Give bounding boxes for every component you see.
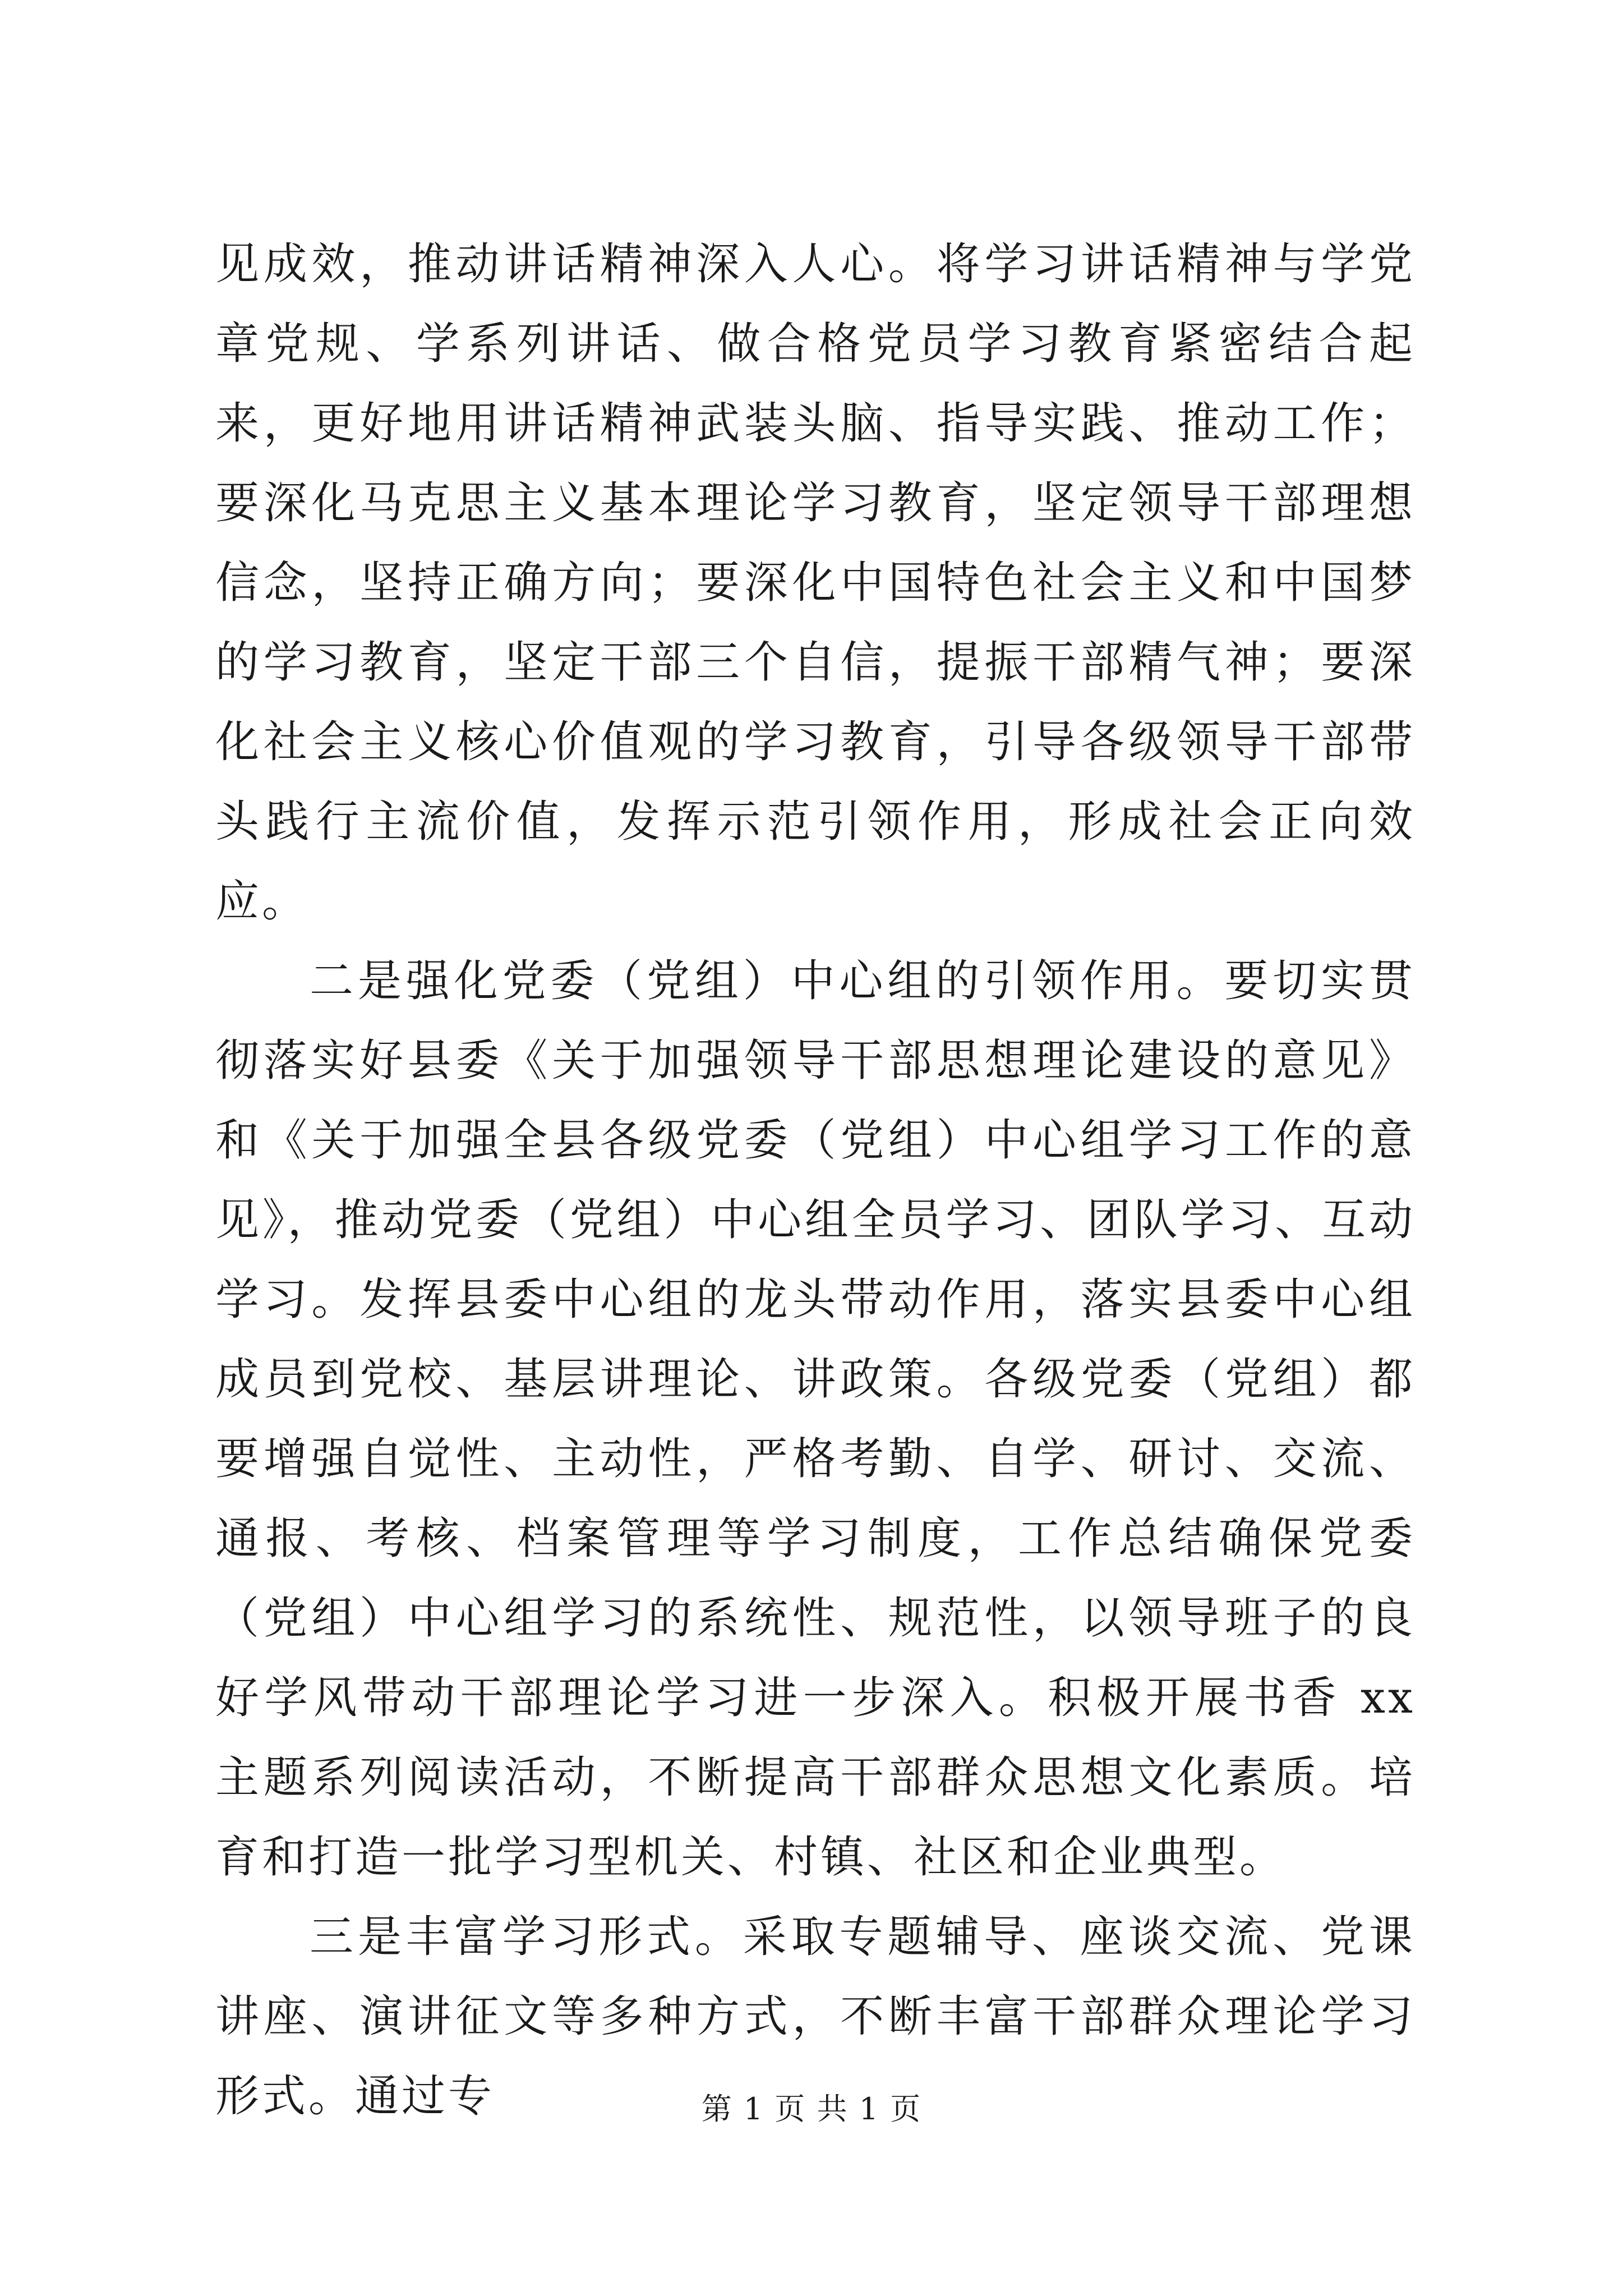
paragraph-continuation: 见成效，推动讲话精神深入人心。将学习讲话精神与学党章党规、学系列讲话、做合格党员学习教育紧密结合起来，更好地用讲话精神武装头脑、指导实践、推动工作；要深化马克思主义基本理论学习教育，坚定领导干部理想信念，坚持正确方向；要深化中国特色社会主义和中国梦的学习教育，坚定干部三个自信，提振干部精气神；要深化社会主义核心价值观的学习教育，引导各级领导干部带头践行主流价值，发挥示范引领作用，形成社会正向效应。 <box>215 239 1415 927</box>
paragraph-third-point: 三是丰富学习形式。采取专题辅导、座谈交流、党课讲座、演讲征文等多种方式，不断丰富干部群众理论学习形式。通过专 <box>215 1912 1415 2122</box>
page-footer <box>0 2087 1623 2132</box>
document-body <box>215 224 1415 2136</box>
page-number-label: 第 1 页 共 1 页 <box>701 2091 922 2127</box>
paragraph-second-point: 二是强化党委（党组）中心组的引领作用。要切实贯彻落实好县委《关于加强领导干部思想理论建设的意见》和《关于加强全县各级党委（党组）中心组学习工作的意见》，推动党委（党组）中心组全员学习、团队学习、互动学习。发挥县委中心组的龙头带动作用，落实县委中心组成员到党校、基层讲理论、讲政策。各级党委（党组）都要增强自觉性、主动性，严格考勤、自学、研讨、交流、通报、考核、档案管理等学习制度，工作总结确保党委（党组）中心组学习的系统性、规范性，以领导班子的良好学风带动干部理论学习进一步深入。积极开展书香 xx 主题系列阅读活动，不断提高干部群众思想文化素质。培育和打造一批学习型机关、村镇、社区和企业典型。 <box>215 956 1415 1883</box>
